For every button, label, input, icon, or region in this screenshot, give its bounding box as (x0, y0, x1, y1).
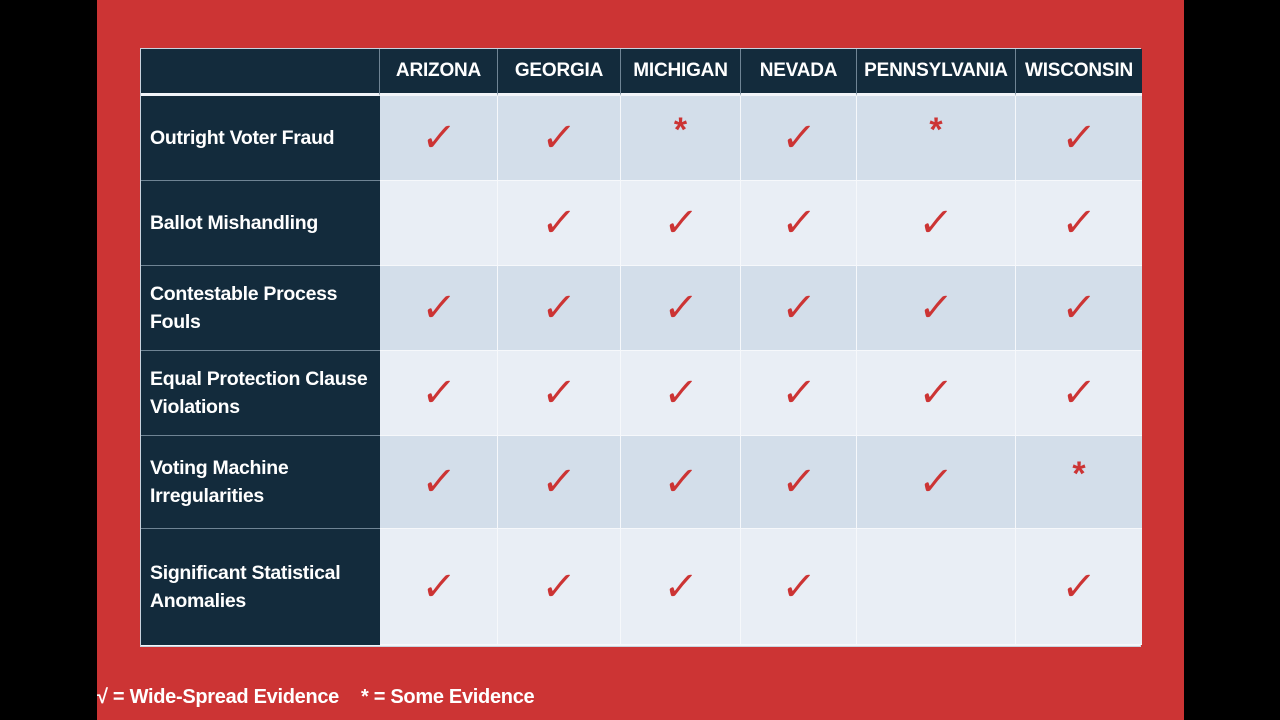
table-cell (1016, 181, 1142, 266)
check-mark-icon: ✓ (419, 286, 458, 330)
legend (97, 686, 534, 709)
column-header-michigan: MICHIGAN (621, 49, 741, 96)
table-cell (498, 436, 621, 529)
table-cell (857, 351, 1016, 436)
check-mark-icon: ✓ (661, 286, 700, 330)
legend-check-text: √ = Wide-Spread Evidence (97, 686, 340, 708)
table-cell (380, 96, 498, 181)
table-cell (621, 351, 741, 436)
table-cell (621, 181, 741, 266)
table-cell (857, 436, 1016, 529)
check-mark-icon: ✓ (419, 564, 458, 609)
column-header-nevada: NEVADA (741, 49, 857, 96)
table-cell (1016, 351, 1142, 436)
table-cell (498, 529, 621, 645)
check-mark-icon: ✓ (419, 371, 458, 415)
table-cell (380, 351, 498, 436)
check-mark-icon: ✓ (916, 371, 956, 415)
table-cell (1016, 529, 1142, 645)
header-corner-cell (141, 49, 380, 96)
check-mark-icon: ✓ (539, 460, 579, 504)
asterisk-icon: * (929, 111, 943, 149)
table-cell (498, 96, 621, 181)
check-mark-icon: ✓ (779, 116, 818, 160)
table-cell (498, 266, 621, 351)
row-label-equal-protection-clause-violations: Equal Protection Clause Violations (141, 351, 380, 436)
table-cell (1016, 266, 1142, 351)
evidence-table (140, 48, 1141, 647)
check-mark-icon: ✓ (1059, 286, 1099, 330)
check-mark-icon: ✓ (1059, 371, 1099, 415)
table-cell (741, 266, 857, 351)
table-cell (857, 181, 1016, 266)
check-mark-icon: ✓ (779, 286, 818, 330)
check-mark-icon: ✓ (661, 371, 700, 415)
check-mark-icon: ✓ (539, 286, 579, 330)
table-cell (741, 181, 857, 266)
check-mark-icon: ✓ (779, 460, 818, 504)
check-mark-icon: ✓ (779, 564, 818, 609)
check-mark-icon: ✓ (1059, 116, 1099, 160)
row-label-significant-statistical-anomalies: Significant Statistical Anomalies (141, 529, 380, 645)
table-cell (621, 436, 741, 529)
row-label-contestable-process-fouls: Contestable Process Fouls (141, 266, 380, 351)
check-mark-icon: ✓ (916, 460, 956, 504)
table-cell (621, 266, 741, 351)
row-label-ballot-mishandling: Ballot Mishandling (141, 181, 380, 266)
table-cell (1016, 96, 1142, 181)
check-mark-icon: ✓ (539, 201, 579, 245)
check-mark-icon: ✓ (661, 564, 700, 609)
table-cell (380, 436, 498, 529)
table-cell (741, 436, 857, 529)
check-mark-icon: ✓ (916, 286, 956, 330)
table-cell (621, 529, 741, 645)
check-mark-icon: ✓ (1059, 201, 1099, 245)
table-cell (741, 351, 857, 436)
table-cell (380, 266, 498, 351)
check-mark-icon: ✓ (1059, 564, 1099, 609)
table-cell (857, 529, 1016, 645)
column-header-pennsylvania: PENNSYLVANIA (857, 49, 1016, 96)
table-cell (498, 351, 621, 436)
legend-star-text: * = Some Evidence (361, 686, 535, 708)
check-mark-icon: ✓ (419, 116, 458, 160)
asterisk-icon: * (1072, 455, 1086, 493)
table-cell (741, 529, 857, 645)
table-cell (621, 96, 741, 181)
check-mark-icon: ✓ (539, 564, 579, 609)
table-cell (380, 181, 498, 266)
table-cell (857, 266, 1016, 351)
column-header-arizona: ARIZONA (380, 49, 498, 96)
column-header-georgia: GEORGIA (498, 49, 621, 96)
check-mark-icon: ✓ (661, 460, 700, 504)
row-label-outright-voter-fraud: Outright Voter Fraud (141, 96, 380, 181)
check-mark-icon: ✓ (779, 201, 818, 245)
check-mark-icon: ✓ (539, 116, 579, 160)
check-mark-icon: ✓ (661, 201, 700, 245)
row-label-voting-machine-irregularities: Voting Machine Irregularities (141, 436, 380, 529)
check-mark-icon: ✓ (539, 371, 579, 415)
check-mark-icon: ✓ (419, 460, 458, 504)
check-mark-icon: ✓ (779, 371, 818, 415)
table-cell (1016, 436, 1142, 529)
table-cell (741, 96, 857, 181)
table-cell (857, 96, 1016, 181)
table-cell (380, 529, 498, 645)
column-header-wisconsin: WISCONSIN (1016, 49, 1142, 96)
check-mark-icon: ✓ (916, 201, 956, 245)
slide-background (97, 0, 1184, 720)
asterisk-icon: * (673, 111, 688, 149)
table-cell (498, 181, 621, 266)
